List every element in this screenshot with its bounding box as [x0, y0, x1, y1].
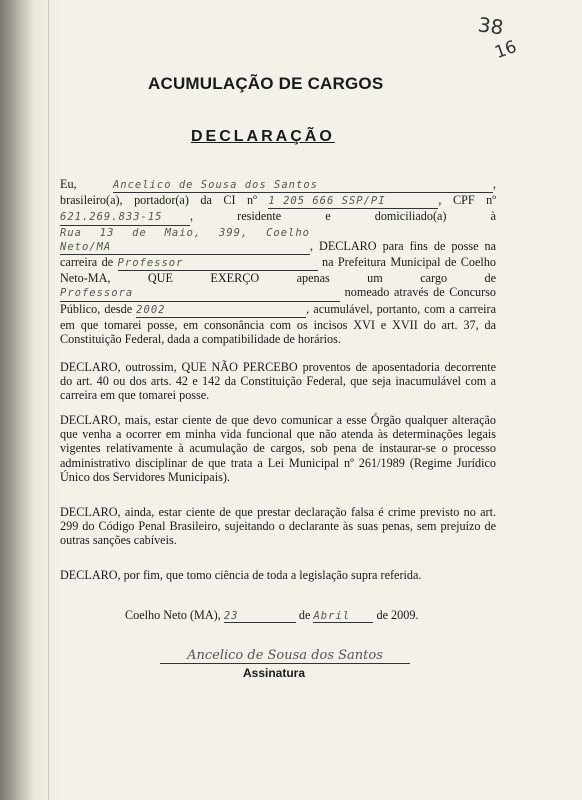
cpf-label: CPF nº	[452, 193, 497, 208]
document-heading: ACUMULAÇÃO DE CARGOS	[148, 74, 384, 93]
comma: ,	[492, 177, 496, 191]
name-field: Ancelico de Sousa dos Santos	[113, 178, 493, 193]
carreira-field: Professor	[118, 256, 318, 271]
ci-field: 1 205 666 SSP/PI	[268, 194, 438, 209]
paragraph-crime: DECLARO, ainda, estar ciente de que prestar declaração falsa é crime previsto no art. 299 do Código Penal Brasileiro, sujeitando o declarante às suas penas, sem prejuízo de outras sanções cabíveis.	[60, 505, 496, 548]
year-label: de 2009.	[376, 608, 419, 622]
desde-field: 2002	[136, 303, 306, 318]
posse-label: para fins de posse na carreira de	[60, 238, 496, 270]
eu-label: Eu,	[60, 177, 77, 191]
page-number: 38	[476, 12, 505, 40]
cpf-field: 621.269.833-15	[60, 210, 190, 225]
declaro-label: , DECLARO	[310, 238, 377, 253]
place-label: Coelho Neto (MA),	[125, 608, 221, 622]
declaration-form-paragraph: Eu, Ancelico de Sousa dos Santos , brasileiro(a), portador(a) da CI nº 1 205 666 SSP/PI , CPF nº 621.269.833-15 , residente e domiciliado(a) à Rua 13 de Maio, 399, Coelho Neto/MA , DECLARO para fins de posse na carreira de Professor na Prefeitura Municipal de Coelho Neto-MA, QUE EXERÇO apenas um cargo de Professora nomeado através de Concurso Público, desde 2002 , acumulável, portanto, com a carreira em que tomarei posse, em consonância com os incisos XVI e XVII do art. 37, da Constituição Federal, dada a compatibilidade de horários.	[60, 177, 497, 347]
cargo-field: Professora	[60, 286, 340, 301]
handwritten-signature: Ancelico de Sousa dos Santos	[160, 648, 410, 664]
na-label: na	[321, 255, 334, 270]
prefeitura-text: Prefeitura Municipal de Coelho Neto-MA, QUE EXERÇO apenas um cargo de	[60, 255, 497, 286]
date-line	[125, 608, 418, 623]
signature-area	[160, 648, 410, 664]
binding-edge	[48, 0, 49, 800]
resident-label: , residente e domiciliado(a) à	[190, 209, 496, 224]
paragraph-ciencia: DECLARO, por fim, que tomo ciência de toda a legislação supra referida.	[60, 568, 422, 582]
nationality-label: brasileiro(a), portador(a) da CI nº	[60, 193, 257, 208]
document-title: DECLARAÇÃO	[191, 128, 335, 145]
signature-label: Assinatura	[243, 666, 306, 680]
page-mark: 16	[492, 36, 520, 64]
constitution-text: portanto, com a carreira em que tomarei posse, em consonância com os incisos XVI e XVII do art. 37, da Constituição Federal, dada a compatibilidade de horários.	[60, 301, 496, 347]
day-field: 23	[224, 610, 296, 623]
paragraph-comunicar: DECLARO, mais, estar ciente de que devo comunicar a esse Órgão qualquer alteração que venha a ocorrer em minha vida funcional que não atenda às determinações legais vigentes relativamente à acumulação de cargos, sob pena de instaurar-se o processo administrativo disciplinar de que trata a Lei Municipal nº 261/1989 (Regime Jurídico Único dos Servidores Municipais).	[60, 413, 496, 484]
month-field: Abril	[313, 610, 373, 623]
de-label: de	[298, 608, 311, 622]
concurso-text: Concurso Público, desde	[60, 285, 497, 316]
address-field: Rua 13 de Maio, 399, Coelho Neto/MA	[60, 226, 310, 255]
acumulavel-text: , acumulável,	[306, 301, 373, 316]
paragraph-aposentadoria: DECLARO, outrossim, QUE NÃO PERCEBO proventos de aposentadoria decorrente do art. 40 ou dos arts. 42 e 142 da Constituição Federal, que seja inacumulável com a carreira em que tomarei posse.	[60, 360, 496, 403]
nomeado-text: nomeado através de	[344, 285, 445, 300]
